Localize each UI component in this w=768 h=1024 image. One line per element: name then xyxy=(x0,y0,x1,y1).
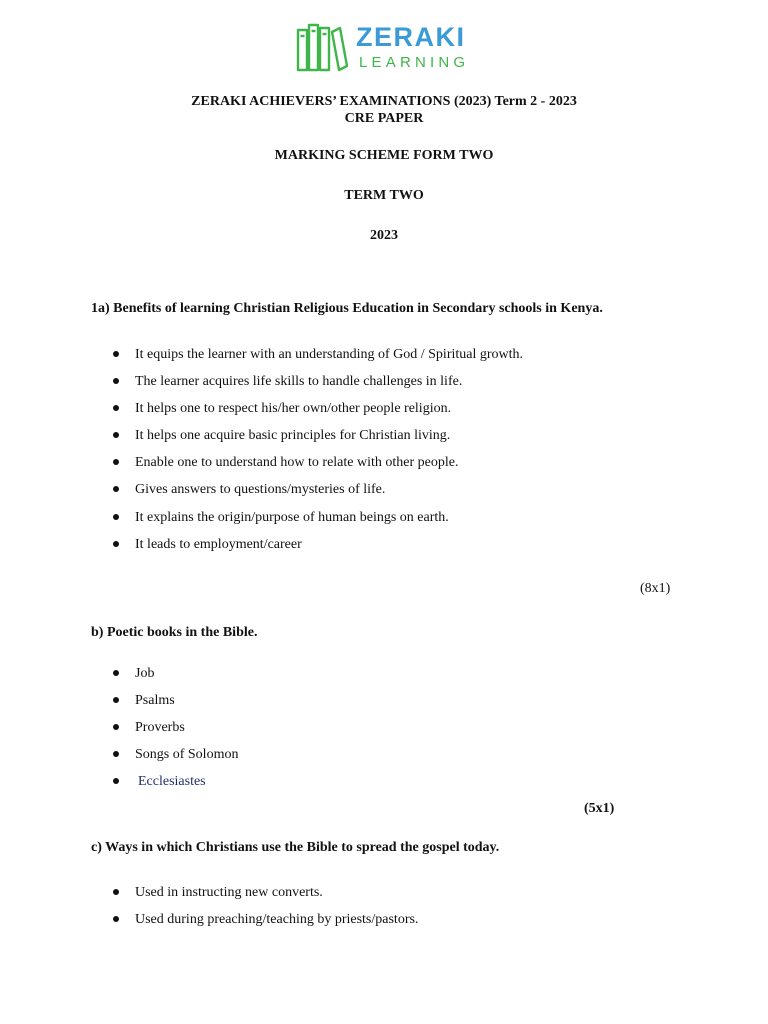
bullet-icon xyxy=(113,778,119,784)
bullet-icon xyxy=(113,541,119,547)
question-1a: 1a) Benefits of learning Christian Religious Education in Secondary schools in Kenya. xyxy=(91,301,603,316)
marks-1a: (8x1) xyxy=(640,581,671,596)
answer-list-1b xyxy=(113,665,238,800)
list-item: Gives answers to questions/mysteries of life. xyxy=(113,481,523,508)
year-title: 2023 xyxy=(370,228,398,243)
bullet-icon xyxy=(113,378,119,384)
books-logo-icon xyxy=(296,22,348,72)
list-item: It equips the learner with an understanding of God / Spiritual growth. xyxy=(113,346,523,373)
list-item: Enable one to understand how to relate with other people. xyxy=(113,454,523,481)
bullet-icon xyxy=(113,724,119,730)
bullet-icon xyxy=(113,405,119,411)
bullet-icon xyxy=(113,916,119,922)
list-item: It helps one acquire basic principles for Christian living. xyxy=(113,427,523,454)
bullet-icon xyxy=(113,697,119,703)
zeraki-logo xyxy=(296,22,476,74)
question-1c: c) Ways in which Christians use the Bible to spread the gospel today. xyxy=(91,840,500,855)
bullet-icon xyxy=(113,670,119,676)
bullet-icon xyxy=(113,432,119,438)
bullet-icon xyxy=(113,486,119,492)
answer-list-1a xyxy=(113,346,523,563)
exam-title: ZERAKI ACHIEVERS’ EXAMINATIONS (2023) Term 2 - 2023 xyxy=(191,94,577,109)
list-item: Used during preaching/teaching by priests/pastors. xyxy=(113,911,418,938)
answer-list-1c xyxy=(113,884,418,938)
logo-sub-text: LEARNING xyxy=(359,54,470,71)
paper-title: CRE PAPER xyxy=(344,111,424,126)
bullet-icon xyxy=(113,459,119,465)
list-item: Proverbs xyxy=(113,719,238,746)
marks-1b: (5x1) xyxy=(584,801,615,816)
list-item: Psalms xyxy=(113,692,238,719)
list-item: Ecclesiastes xyxy=(113,773,238,800)
logo-brand-text: ZERAKI xyxy=(356,22,466,52)
bullet-icon xyxy=(113,351,119,357)
list-item: Used in instructing new converts. xyxy=(113,884,418,911)
scheme-title: MARKING SCHEME FORM TWO xyxy=(274,148,494,163)
list-item: Job xyxy=(113,665,238,692)
bullet-icon xyxy=(113,889,119,895)
list-item: It explains the origin/purpose of human beings on earth. xyxy=(113,509,523,536)
term-title: TERM TWO xyxy=(344,188,424,203)
bullet-icon xyxy=(113,751,119,757)
list-item: Songs of Solomon xyxy=(113,746,238,773)
list-item: It helps one to respect his/her own/other people religion. xyxy=(113,400,523,427)
list-item: The learner acquires life skills to handle challenges in life. xyxy=(113,373,523,400)
question-1b: b) Poetic books in the Bible. xyxy=(91,625,258,640)
bullet-icon xyxy=(113,514,119,520)
list-item: It leads to employment/career xyxy=(113,536,523,563)
